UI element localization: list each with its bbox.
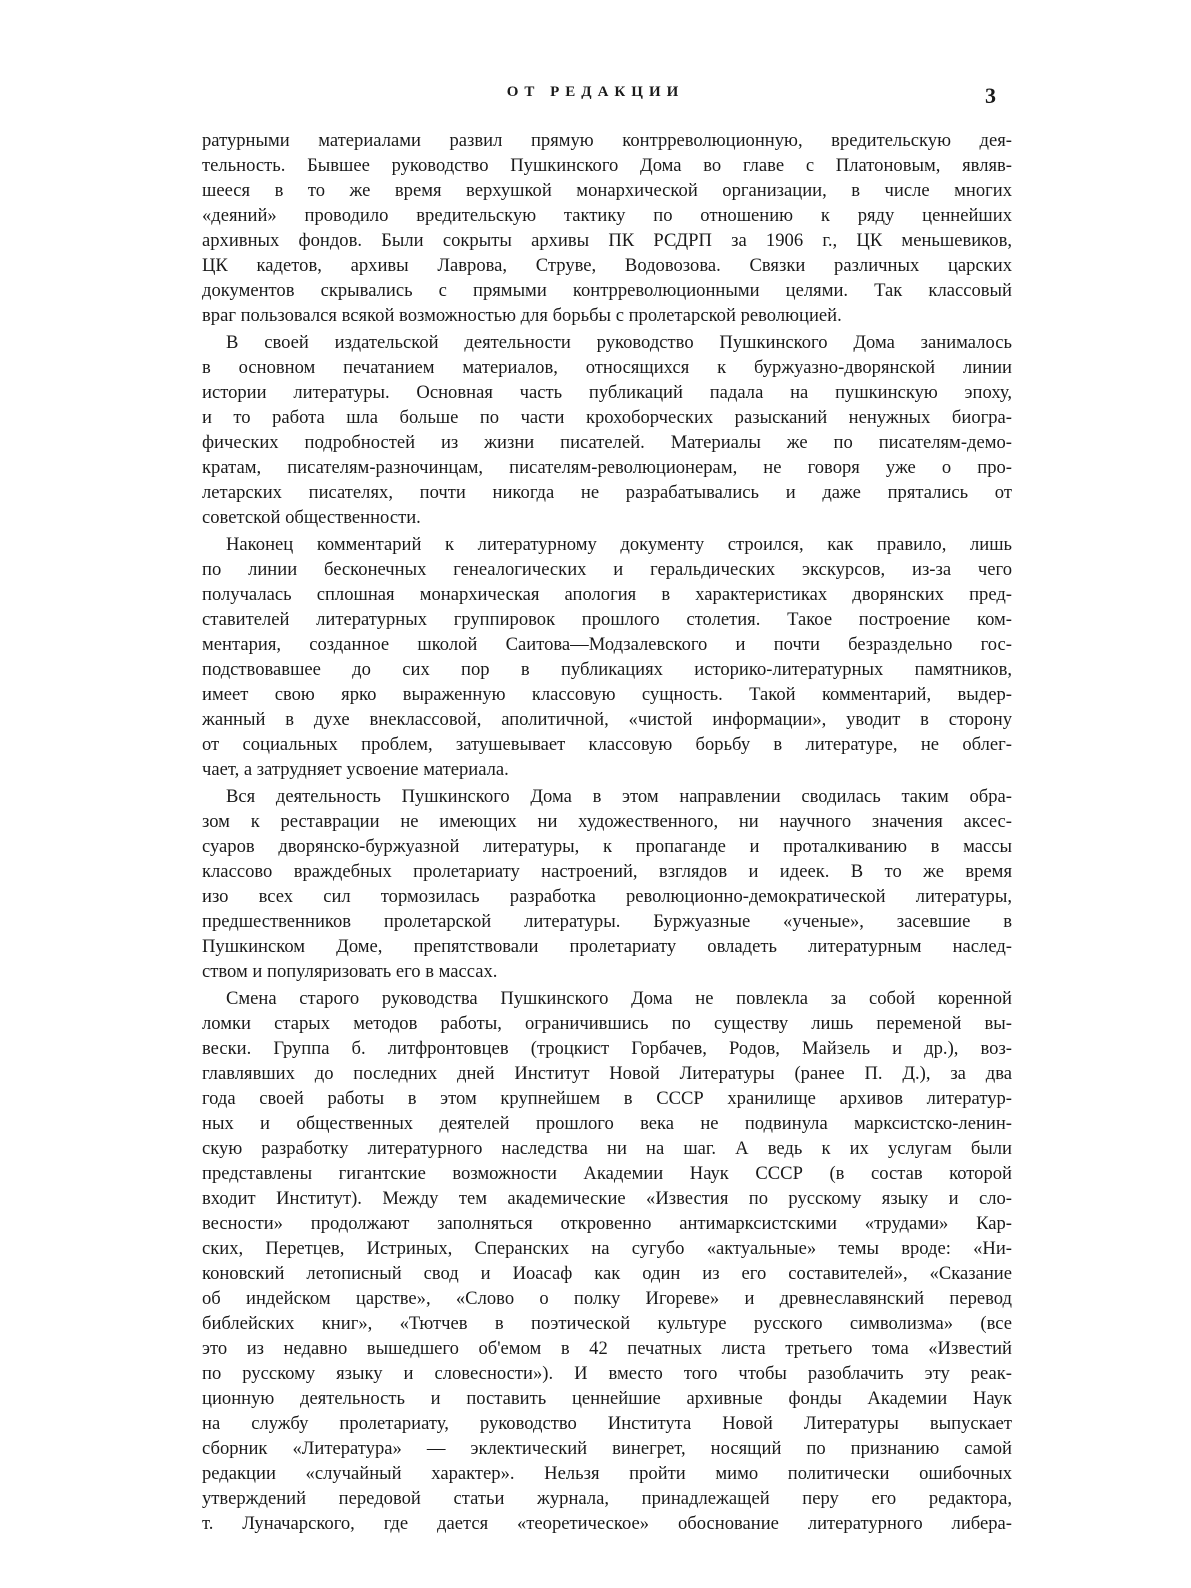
text-line: главлявших до последних дней Институт Новой Литературы (ранее П. Д.), за два: [202, 1063, 1012, 1084]
text-line: по линии бесконечных генеалогических и геральдических экскурсов, из-за чего: [202, 559, 1012, 580]
paragraph: [202, 128, 1012, 328]
text-line: «деяний» проводило вредительскую тактику по отношению к ряду ценнейших: [202, 205, 1012, 226]
text-line: об индейском царстве», «Слово о полку Игореве» и древнеславянский перевод: [202, 1288, 1012, 1309]
text-line: советской общественности.: [202, 507, 421, 528]
text-line: сборник «Литература» — эклектический винегрет, носящий по признанию самой: [202, 1438, 1012, 1459]
text-line: входит Институт). Между тем академические «Известия по русскому языку и сло-: [202, 1188, 1012, 1209]
page-number: 3: [985, 83, 996, 108]
paragraph: [202, 986, 1012, 1536]
text-line: на службу пролетариату, руководство Института Новой Литературы выпускает: [202, 1413, 1012, 1434]
text-line: враг пользовался всякой возможностью для борьбы с пролетарской революцией.: [202, 305, 842, 326]
text-line: чает, а затрудняет усвоение материала.: [202, 759, 509, 780]
text-line: предшественников пролетарской литературы. Буржуазные «ученые», засевшие в: [202, 911, 1012, 932]
text-line: тельность. Бывшее руководство Пушкинского Дома во главе с Платоновым, являв-: [202, 155, 1012, 176]
paragraph: [202, 330, 1012, 530]
body-text: [202, 128, 1012, 1536]
text-line: имеет свою ярко выраженную классовую сущность. Такой комментарий, выдер-: [202, 684, 1012, 705]
text-line: ством и популяризовать его в массах.: [202, 961, 498, 982]
text-line: В своей издательской деятельности руководство Пушкинского Дома занималось: [226, 332, 1012, 353]
text-line: шееся в то же время верхушкой монархической организации, в числе многих: [202, 180, 1012, 201]
text-line: документов скрывались с прямыми контрреволюционными целями. Так классовый: [202, 280, 1012, 301]
text-line: летарских писателях, почти никогда не разрабатывались и даже прятались от: [202, 482, 1012, 503]
text-line: представлены гигантские возможности Академии Наук СССР (в состав которой: [202, 1163, 1012, 1184]
text-line: это из недавно вышедшего об'емом в 42 печатных листа третьего тома «Известий: [202, 1338, 1012, 1359]
text-line: редакции «случайный характер». Нельзя пройти мимо политически ошибочных: [202, 1463, 1012, 1484]
text-line: вески. Группа б. литфронтовцев (троцкист Горбачев, Родов, Майзель и др.), воз-: [202, 1038, 1012, 1059]
text-line: весности» продолжают заполняться откровенно антимарксистскими «трудами» Кар-: [202, 1213, 1012, 1234]
text-line: коновский летописный свод и Иоасаф как один из его составителей», «Сказание: [202, 1263, 1012, 1284]
text-line: по русскому языку и словесности»). И вместо того чтобы разоблачить эту реак-: [202, 1363, 1012, 1384]
text-line: Смена старого руководства Пушкинского Дома не повлекла за собой коренной: [226, 988, 1012, 1009]
text-line: Пушкинском Доме, препятствовали пролетариату овладеть литературным наслед-: [202, 936, 1012, 957]
text-line: от социальных проблем, затушевывает классовую борьбу в литературе, не облег-: [202, 734, 1012, 755]
text-line: Вся деятельность Пушкинского Дома в этом направлении сводилась таким обра-: [226, 786, 1012, 807]
text-line: в основном печатанием материалов, относящихся к буржуазно-дворянской линии: [202, 357, 1012, 378]
text-line: классово враждебных пролетариату настроений, взглядов и идеек. В то же время: [202, 861, 1012, 882]
text-line: Наконец комментарий к литературному документу строился, как правило, лишь: [226, 534, 1012, 555]
text-line: получалась сплошная монархическая апология в характеристиках дворянских пред-: [202, 584, 1012, 605]
text-line: года своей работы в этом крупнейшем в СССР хранилище архивов литератур-: [202, 1088, 1012, 1109]
text-line: жанный в духе внеклассовой, аполитичной, «чистой информации», уводит в сторону: [202, 709, 1012, 730]
running-title: ОТ РЕДАКЦИИ: [506, 84, 685, 100]
text-line: фических подробностей из жизни писателей. Материалы же по писателям-демо-: [202, 432, 1012, 453]
paragraph: [202, 784, 1012, 984]
paragraph: [202, 532, 1012, 782]
text-line: ратурными материалами развил прямую контрреволюционную, вредительскую дея-: [202, 130, 1012, 151]
text-line: библейских книг», «Тютчев в поэтической культуре русского символизма» (все: [202, 1313, 1012, 1334]
text-line: ЦК кадетов, архивы Лаврова, Струве, Водовозова. Связки различных царских: [202, 255, 1012, 276]
text-line: архивных фондов. Были сокрыты архивы ПК РСДРП за 1906 г., ЦК меньшевиков,: [202, 230, 1012, 251]
text-line: кратам, писателям-разночинцам, писателям-революционерам, не говоря уже о про-: [202, 457, 1012, 478]
text-line: т. Луначарского, где дается «теоретическое» обоснование литературного либера-: [202, 1513, 1012, 1534]
text-line: ментария, созданное школой Саитова—Модзалевского и почти безраздельно гос-: [202, 634, 1012, 655]
text-line: скую разработку литературного наследства ни на шаг. А ведь к их услугам были: [202, 1138, 1012, 1159]
text-line: ских, Перетцев, Истриных, Сперанских на сугубо «актуальные» темы вроде: «Ни-: [202, 1238, 1012, 1259]
text-line: ломки старых методов работы, ограничившись по существу лишь переменой вы-: [202, 1013, 1012, 1034]
text-line: ставителей литературных группировок прошлого столетия. Такое построение ком-: [202, 609, 1012, 630]
text-line: истории литературы. Основная часть публикаций падала на пушкинскую эпоху,: [202, 382, 1012, 403]
text-line: ционную деятельность и поставить ценнейшие архивные фонды Академии Наук: [202, 1388, 1012, 1409]
text-line: ных и общественных деятелей прошлого века не подвинула марксистско-ленин-: [202, 1113, 1012, 1134]
text-line: и то работа шла больше по части крохоборческих разысканий ненужных биогра-: [202, 407, 1012, 428]
text-line: изо всех сил тормозилась разработка революционно-демократической литературы,: [202, 886, 1012, 907]
text-line: подствовавшее до сих пор в публикациях историко-литературных памятников,: [202, 659, 1012, 680]
text-line: суаров дворянско-буржуазной литературы, к пропаганде и проталкиванию в массы: [202, 836, 1012, 857]
text-line: зом к реставрации не имеющих ни художественного, ни научного значения аксес-: [202, 811, 1012, 832]
text-line: утверждений передовой статьи журнала, принадлежащей перу его редактора,: [202, 1488, 1012, 1509]
